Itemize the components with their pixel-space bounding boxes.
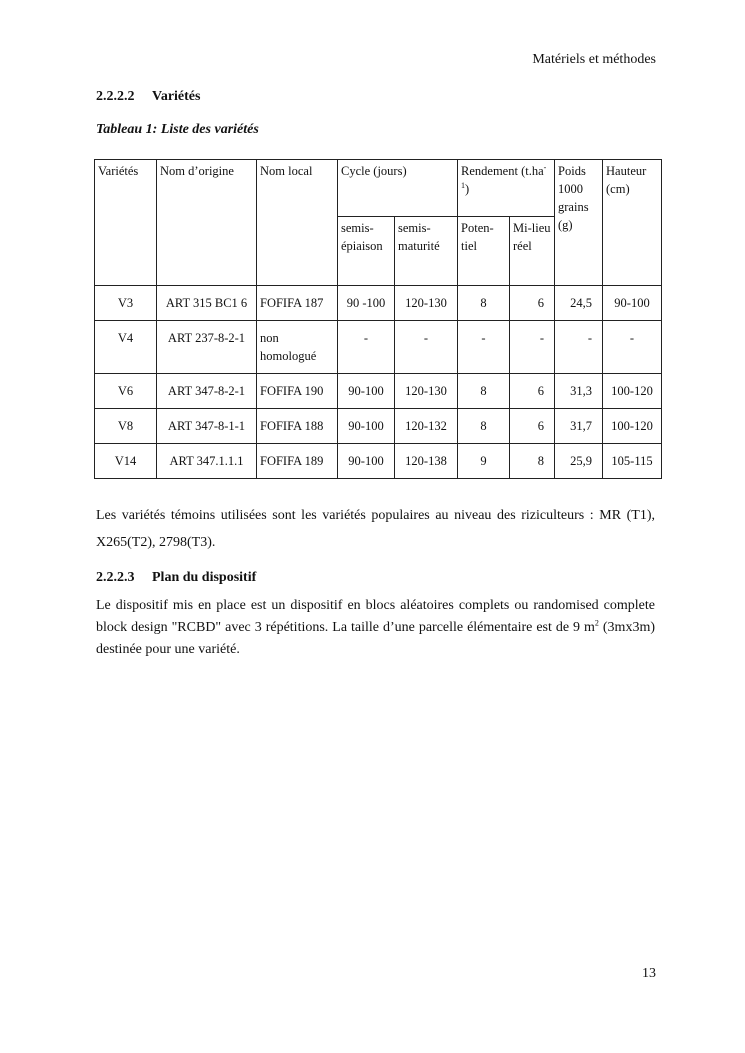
- header-milieu-reel: Mi-lieu réel: [510, 217, 555, 286]
- table-body: [95, 286, 662, 479]
- cell-hauteur: -: [603, 321, 662, 374]
- cell-milieu-reel: -: [510, 321, 555, 374]
- cell-poids: 31,3: [555, 374, 603, 409]
- header-rendement: [458, 160, 555, 217]
- cell-semis-maturite: 120-130: [395, 374, 458, 409]
- cell-nom-local: FOFIFA 188: [257, 409, 338, 444]
- varieties-table: [94, 159, 662, 479]
- cell-semis-maturite: 120-130: [395, 286, 458, 321]
- table-row: [95, 374, 662, 409]
- cell-poids: 31,7: [555, 409, 603, 444]
- cell-variete: V6: [95, 374, 157, 409]
- section-heading-plan: [96, 570, 256, 586]
- header-hauteur: Hauteur (cm): [603, 160, 662, 286]
- header-poids: Poids 1000 grains (g): [555, 160, 603, 286]
- table-row: [95, 321, 662, 374]
- cell-nom-origine: ART 347.1.1.1: [157, 444, 257, 479]
- section-title: Variétés: [152, 89, 201, 104]
- cell-poids: -: [555, 321, 603, 374]
- cell-potentiel: 8: [458, 374, 510, 409]
- header-varietes: Variétés: [95, 160, 157, 286]
- section-number: 2.2.2.2: [96, 89, 135, 104]
- cell-poids: 25,9: [555, 444, 603, 479]
- header-semis-maturite: semis-maturité: [395, 217, 458, 286]
- paragraph-dispositif-sup: 2: [594, 618, 599, 628]
- cell-variete: V8: [95, 409, 157, 444]
- cell-potentiel: 9: [458, 444, 510, 479]
- cell-milieu-reel: 6: [510, 374, 555, 409]
- header-rendement-text: Rendement (t.ha: [461, 164, 544, 178]
- cell-nom-local: FOFIFA 189: [257, 444, 338, 479]
- cell-hauteur: 100-120: [603, 409, 662, 444]
- cell-semis-epiaison: 90-100: [338, 444, 395, 479]
- header-nom-origine: Nom d’origine: [157, 160, 257, 286]
- header-rendement-close: ): [465, 182, 470, 196]
- table-row: [95, 409, 662, 444]
- table-caption: Tableau 1: Liste des variétés: [96, 122, 259, 137]
- cell-variete: V14: [95, 444, 157, 479]
- header-rendement-sup: -1: [461, 162, 547, 190]
- cell-milieu-reel: 8: [510, 444, 555, 479]
- cell-potentiel: 8: [458, 409, 510, 444]
- cell-semis-epiaison: 90-100: [338, 374, 395, 409]
- cell-potentiel: -: [458, 321, 510, 374]
- cell-variete: V4: [95, 321, 157, 374]
- paragraph-dispositif-text-end: (3mx3m) destinée pour une variété.: [96, 620, 655, 657]
- cell-semis-epiaison: 90 -100: [338, 286, 395, 321]
- cell-semis-maturite: -: [395, 321, 458, 374]
- table-row: [95, 444, 662, 479]
- header-cycle: Cycle (jours): [338, 160, 458, 217]
- cell-semis-epiaison: -: [338, 321, 395, 374]
- cell-nom-origine: ART 347-8-2-1: [157, 374, 257, 409]
- cell-semis-maturite: 120-138: [395, 444, 458, 479]
- cell-nom-local: FOFIFA 187: [257, 286, 338, 321]
- cell-milieu-reel: 6: [510, 286, 555, 321]
- section-number: 2.2.2.3: [96, 570, 135, 585]
- header-semis-epiaison: semis-épiaison: [338, 217, 395, 286]
- section-heading-varietes: [96, 89, 200, 105]
- table-header-row: [95, 160, 662, 217]
- cell-hauteur: 100-120: [603, 374, 662, 409]
- header-nom-local: Nom local: [257, 160, 338, 286]
- header-potentiel: Poten-tiel: [458, 217, 510, 286]
- page-number: 13: [642, 966, 656, 981]
- paragraph-dispositif-text: Le dispositif mis en place est un dispositif en blocs aléatoires complets ou randomised complete block design "RCBD" avec 3 répétitions. La taille d’une parcelle élémentaire est de 9 m: [96, 598, 655, 635]
- cell-nom-origine: ART 315 BC1 6: [157, 286, 257, 321]
- cell-semis-maturite: 120-132: [395, 409, 458, 444]
- running-header: Matériels et méthodes: [532, 52, 656, 67]
- cell-nom-origine: ART 237-8-2-1: [157, 321, 257, 374]
- cell-milieu-reel: 6: [510, 409, 555, 444]
- cell-hauteur: 90-100: [603, 286, 662, 321]
- table-row: [95, 286, 662, 321]
- section-title: Plan du dispositif: [152, 570, 257, 585]
- paragraph-dispositif: [96, 595, 655, 661]
- cell-poids: 24,5: [555, 286, 603, 321]
- cell-nom-local: non homologué: [257, 321, 338, 374]
- paragraph-temoins: Les variétés témoins utilisées sont les variétés populaires au niveau des riziculteurs : MR (T1), X265(T2), 2798(T3).: [96, 508, 655, 550]
- cell-semis-epiaison: 90-100: [338, 409, 395, 444]
- cell-hauteur: 105-115: [603, 444, 662, 479]
- cell-nom-origine: ART 347-8-1-1: [157, 409, 257, 444]
- cell-variete: V3: [95, 286, 157, 321]
- cell-potentiel: 8: [458, 286, 510, 321]
- cell-nom-local: FOFIFA 190: [257, 374, 338, 409]
